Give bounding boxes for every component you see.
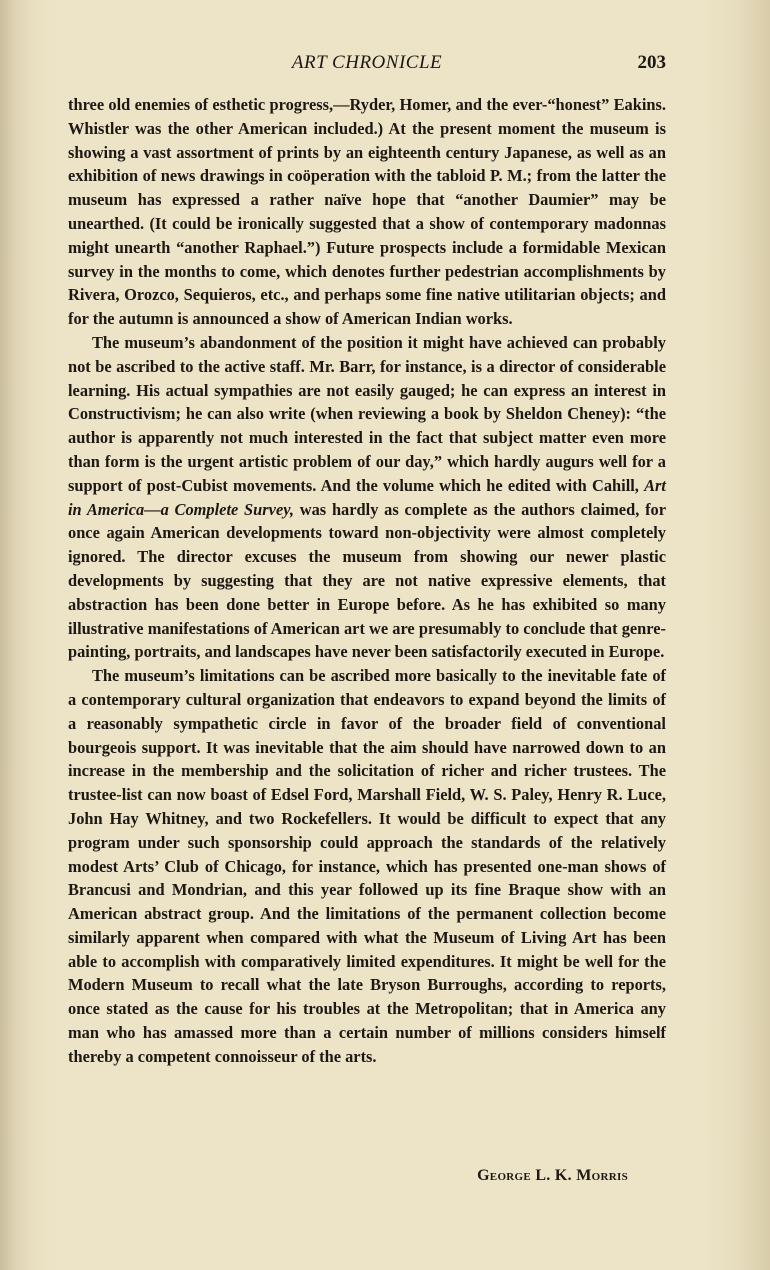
- article-body: [68, 93, 666, 1069]
- paragraph-3: The museum’s limitations can be ascribed more basically to the inevitable fate of a contemporary cultural organization that endeavors to expand beyond the limits of a reasonably sympathetic circle in favor of the broader field of conventional bourgeois support. It was inevitable that the aim should have narrowed down to an increase in the membership and the solicitation of richer and richer trustees. The trustee-list can now boast of Edsel Ford, Marshall Field, W. S. Paley, Henry R. Luce, John Hay Whitney, and two Rockefellers. It would be difficult to expect that any program under such sponsorship could approach the standards of the relatively modest Arts’ Club of Chicago, for instance, which has presented one-man shows of Brancusi and Mondrian, and this year followed up its fine Braque show with an American abstract group. And the limitations of the permanent collection become similarly apparent when compared with what the Museum of Living Art has been able to accomplish with comparatively limited expenditures. It might be well for the Modern Museum to recall what the late Bryson Burroughs, according to reports, once stated as the cause for his troubles at the Metropolitan; that in America any man who has amassed more than a certain number of millions considers himself thereby a competent connoisseur of the arts.: [68, 666, 666, 1066]
- page-header: [68, 52, 666, 82]
- paragraph-1: three old enemies of esthetic progress,—Ryder, Homer, and the ever-“honest” Eakins. Whistler was the other American included.) At the present moment the museum is showing a vast assortment of prints by an eighteenth century Japanese, as well as an exhibition of news drawings in coöperation with the tabloid P. M.; from the latter the museum has expressed a rather naïve hope that “another Daumier” may be unearthed. (It could be ironically suggested that a show of contemporary madonnas might unearth “another Raphael.”) Future prospects include a formidable Mexican survey in the months to come, which denotes further pedestrian accomplishments by Rivera, Orozco, Sequieros, etc., and perhaps some fine native utilitarian objects; and for the autumn is announced a show of American Indian works.: [68, 95, 666, 329]
- paragraph-2-continuation: was hardly as complete as the authors claimed, for once again American developments toward non-objectivity were almost completely ignored. The director excuses the museum from showing our newer plastic developments by suggesting that they are not native expressive elements, that abstraction has been done better in Europe before. As he has exhibited so many illustrative manifestations of American art we are presumably to conclude that genre-painting, portraits, and landscapes have never been satisfactorily executed in Europe.: [68, 499, 666, 662]
- author-signature: George L. K. Morris: [477, 1167, 628, 1184]
- page-number: 203: [637, 52, 666, 73]
- running-head: ART CHRONICLE: [291, 52, 443, 73]
- book-title: Art in America—a Complete Survey,: [68, 475, 666, 519]
- paragraph-2: [68, 331, 666, 664]
- paragraph-2-text: The museum’s abandonment of the position it might have achieved can probably not be ascribed to the active staff. Mr. Barr, for instance, is a director of considerable learning. His actual sympathies are not easily gauged; he can express an interest in Constructivism; he can also write (when reviewing a book by Sheldon Cheney): “the author is apparently not much interested in the fact that subject matter even more than form is the urgent artistic problem of our day,” which hardly augurs well for a support of post-Cubist movements. And the volume which he edited with Cahill,: [68, 332, 666, 495]
